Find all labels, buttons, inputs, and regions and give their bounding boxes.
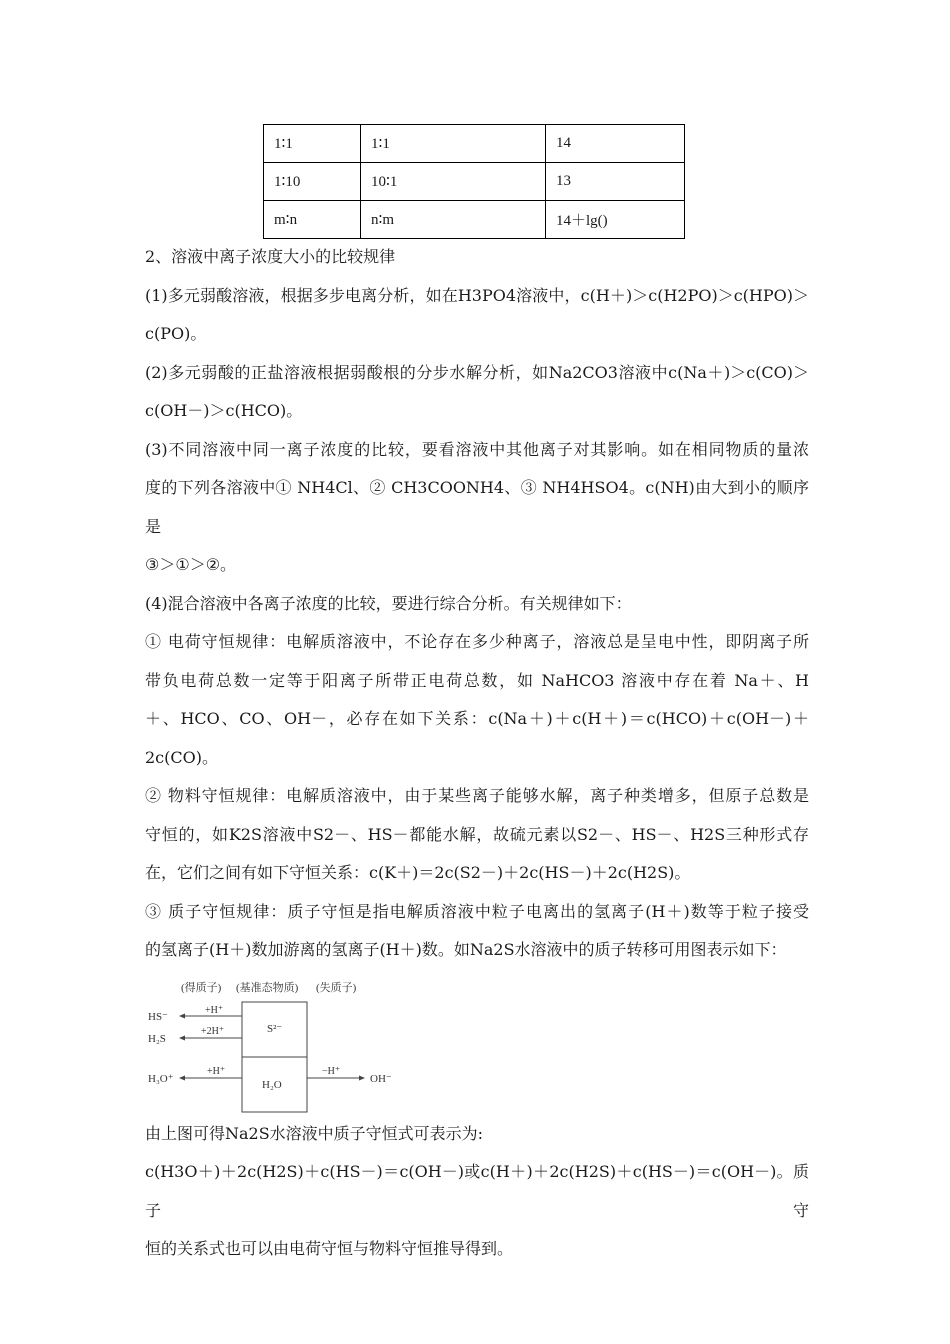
table-cell: 14＋lg() (546, 201, 685, 239)
paragraph-line: (3)不同溶液中同一离子浓度的比较，要看溶液中其他离子对其影响。如在相同物质的量浓 (145, 439, 809, 459)
paragraph-line: (1)多元弱酸溶液，根据多步电离分析，如在H3PO4溶液中，c(H＋)＞c(H2PO)＞c(HPO)＞ (145, 285, 809, 305)
h2o-label: H₂O (262, 1078, 282, 1091)
proton-transfer-diagram (145, 970, 405, 1115)
table-row (264, 163, 685, 201)
paragraph-line: c(PO)。 (145, 324, 207, 343)
arrow-label: +H⁺ (207, 1065, 226, 1077)
paragraph-line: 带负电荷总数一定等于阳离子所带正电荷总数，如 NaHCO3 溶液中存在着 Na＋、H (145, 670, 809, 690)
paragraph-line: ② 物料守恒规律：电解质溶液中，由于某些离子能够水解，离子种类增多，但原子总数是 (145, 786, 809, 805)
paragraph-line: ＋、HCO、CO、OH－，必存在如下关系：c(Na＋)＋c(H＋)＝c(HCO)＋c(OH－)＋ (145, 709, 809, 728)
header-base-state: (基准态物质) (236, 981, 299, 994)
table-cell: 1∶10 (264, 163, 361, 201)
paragraph-line: (2)多元弱酸的正盐溶液根据弱酸根的分步水解分析，如Na2CO3溶液中c(Na＋)＞c(CO)＞ (145, 362, 809, 382)
paragraph-line: 2c(CO)。 (145, 747, 218, 767)
arrow-head-icon (179, 1013, 185, 1018)
s2-label: S²⁻ (267, 1022, 283, 1035)
table-cell: 1∶1 (264, 125, 361, 163)
table-cell: 1∶1 (361, 125, 546, 163)
arrow-label: +2H⁺ (201, 1025, 225, 1037)
arrow-head-icon (179, 1075, 185, 1080)
paragraph-line: 恒的关系式也可以由电荷守恒与物料守恒推导得到。 (145, 1239, 514, 1258)
section-heading: 2、溶液中离子浓度大小的比较规律 (145, 247, 396, 266)
oh-label: OH⁻ (370, 1072, 392, 1085)
h2s-label: H₂S (148, 1032, 166, 1045)
paragraph-line: 的氢离子(H＋)数加游离的氢离子(H＋)数。如Na2S水溶液中的质子转移可用图表示如下： (145, 940, 787, 959)
paragraph-line: c(OH－)＞c(HCO)。 (145, 401, 303, 420)
arrow-head-icon (179, 1035, 185, 1040)
h3o-label: H₃O⁺ (148, 1072, 174, 1085)
paragraph-line: 度的下列各溶液中① NH4Cl、② CH3COONH4、③ NH4HSO4。c(NH)由大到小的顺序是 (145, 478, 809, 536)
table-cell: n∶m (361, 201, 546, 239)
paragraph-line: 在，它们之间有如下守恒关系：c(K＋)＝2c(S2－)＋2c(HS－)＋2c(H2S)。 (145, 863, 691, 882)
paragraph-line: ③＞①＞②。 (145, 555, 237, 574)
table-cell: 13 (546, 163, 685, 201)
hs-label: HS⁻ (148, 1010, 168, 1023)
table-row (264, 201, 685, 239)
ratio-table (263, 124, 685, 239)
table-cell: m∶n (264, 201, 361, 239)
proton-diagram-svg (145, 970, 405, 1115)
table-cell: 14 (546, 125, 685, 163)
table-cell: 10∶1 (361, 163, 546, 201)
paragraph-line: c(H3O＋)＋2c(H2S)＋c(HS－)＝c(OH－)或c(H＋)＋2c(H2S)＋c(HS－)＝c(OH－)。质子守 (145, 1162, 809, 1220)
arrow-head-icon (359, 1075, 365, 1080)
paragraph-line: ① 电荷守恒规律：电解质溶液中，不论存在多少种离子，溶液总是呈电中性，即阴离子所 (145, 632, 809, 651)
paragraph-line: 由上图可得Na2S水溶液中质子守恒式可表示为: (145, 1123, 484, 1143)
header-gain-proton: (得质子) (181, 981, 222, 994)
paragraph-line: 守恒的，如K2S溶液中S2－、HS－都能水解，故硫元素以S2－、HS－、H2S三种形式存 (145, 824, 809, 844)
header-lose-proton: (失质子) (316, 981, 357, 994)
arrow-label: −H⁺ (322, 1065, 341, 1077)
body-text (145, 238, 809, 1269)
table-row (264, 125, 685, 163)
paragraph-line: ③ 质子守恒规律：质子守恒是指电解质溶液中粒子电离出的氢离子(H＋)数等于粒子接受 (145, 901, 809, 921)
paragraph-line: (4)混合溶液中各离子浓度的比较，要进行综合分析。有关规律如下： (145, 593, 632, 613)
arrow-label: +H⁺ (205, 1004, 224, 1016)
